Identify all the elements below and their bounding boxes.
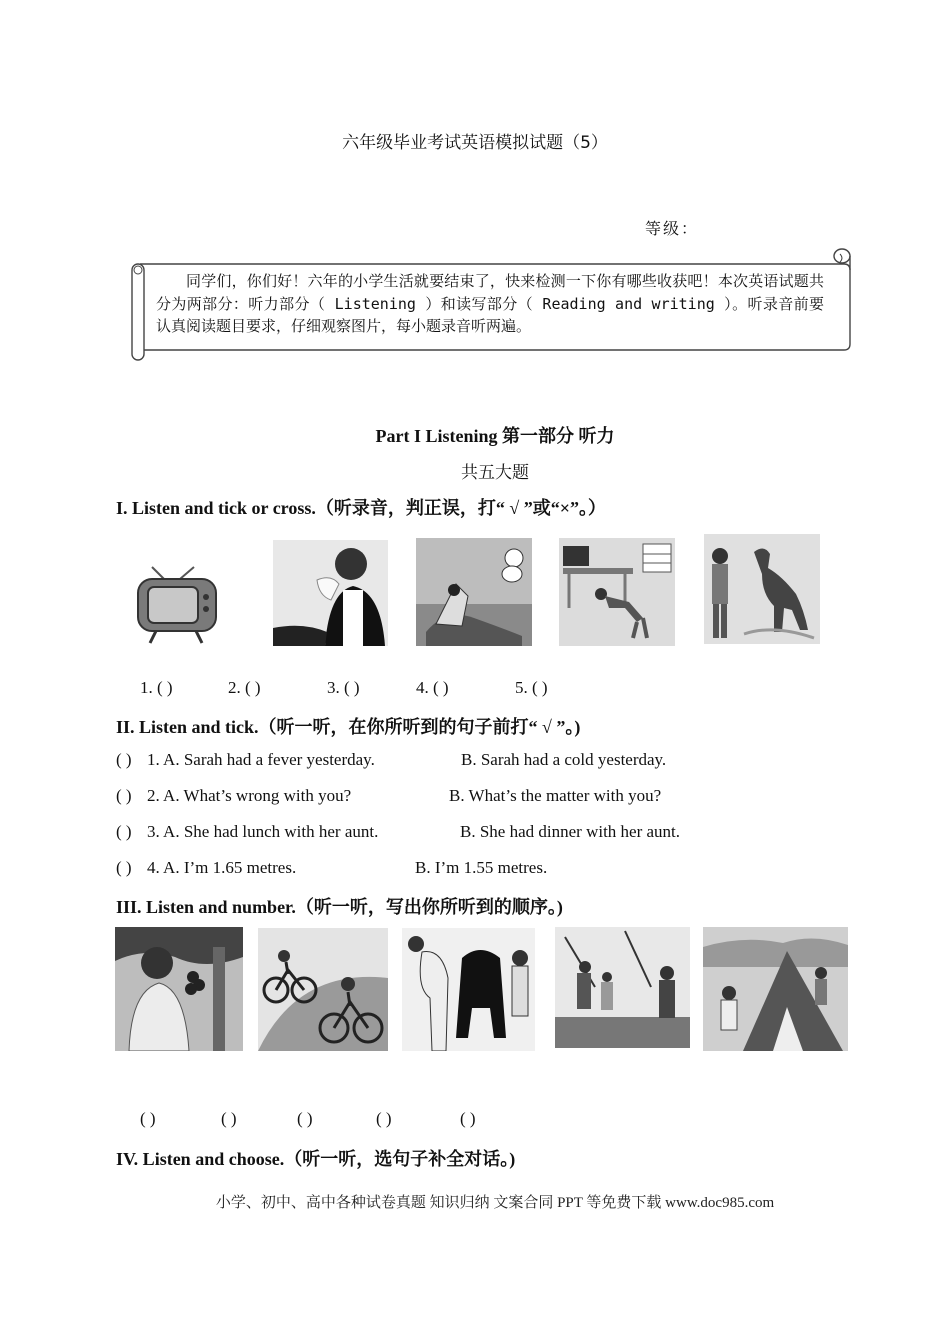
answer-blank[interactable]: 3. ( ) (327, 678, 360, 697)
option-a: 2. A. What’s wrong with you? (147, 786, 352, 805)
option-a: 4. A. I’m 1.65 metres. (147, 858, 297, 877)
answer-blank[interactable]: 1. ( ) (140, 678, 173, 697)
page-title: 六年级毕业考试英语模拟试题（5） (342, 133, 608, 153)
boy-room-picture (559, 538, 675, 651)
intro-text: 同学们，你们好！六年的小学生活就要结束了，快来检测一下你有哪些收获吧！本次英语试题共分为两部分：听力部分（ Listening ）和读写部分（ Reading and writing ）。听录音前要认真阅读题目要求，仔细观察图片，每小题录音听两遍。 (156, 272, 824, 335)
part-subtitle: 共五大题 (461, 463, 529, 482)
answer-blank[interactable]: ( ) (116, 822, 132, 841)
answer-blank[interactable]: 5. ( ) (515, 678, 548, 697)
camping-picture (703, 927, 848, 1056)
boy-dinosaur-picture (704, 534, 820, 649)
section-3-heading: III. Listen and number.（听一听，写出你所听到的顺序。) (116, 897, 563, 917)
option-b: B. What’s the matter with you? (449, 786, 662, 805)
answer-blank[interactable]: ( ) (376, 1109, 392, 1128)
option-a: 3. A. She had lunch with her aunt. (147, 822, 379, 841)
answer-blank[interactable]: ( ) (116, 786, 132, 805)
part-title: Part I Listening 第一部分 听力 (375, 426, 615, 446)
grade-label: 等级： (645, 219, 700, 238)
dog-snow-picture (416, 538, 532, 651)
option-b: B. Sarah had a cold yesterday. (461, 750, 667, 769)
section-4-heading: IV. Listen and choose.（听一听，选句子补全对话。) (116, 1149, 516, 1169)
answer-blank[interactable]: ( ) (221, 1109, 237, 1128)
riding-horse-picture (402, 928, 535, 1056)
answer-blank[interactable]: ( ) (140, 1109, 156, 1128)
answer-blank[interactable]: ( ) (297, 1109, 313, 1128)
section-2-heading: II. Listen and tick.（听一听，在你所听到的句子前打“ √ ”。) (116, 717, 581, 737)
tv-picture (134, 565, 220, 652)
answer-blank[interactable]: ( ) (116, 858, 132, 877)
option-b: B. She had dinner with her aunt. (460, 822, 681, 841)
option-b: B. I’m 1.55 metres. (415, 858, 548, 877)
answer-blank[interactable]: ( ) (116, 750, 132, 769)
option-a: 1. A. Sarah had a fever yesterday. (147, 750, 375, 769)
answer-blank[interactable]: 2. ( ) (228, 678, 261, 697)
fishing-picture (555, 927, 690, 1053)
riding-bikes-picture (258, 928, 388, 1056)
answer-blank[interactable]: 4. ( ) (416, 678, 449, 697)
answer-blank[interactable]: ( ) (460, 1109, 476, 1128)
page-footer: 小学、初中、高中各种试卷真题 知识归纳 文案合同 PPT 等免费下载 www.doc985.com (215, 1195, 775, 1211)
section-1-heading: I. Listen and tick or cross.（听录音，判正误，打“ √ ”或“×”。） (116, 498, 606, 518)
boy-sneezing-picture (273, 540, 388, 651)
picking-grapes-picture (115, 927, 243, 1056)
